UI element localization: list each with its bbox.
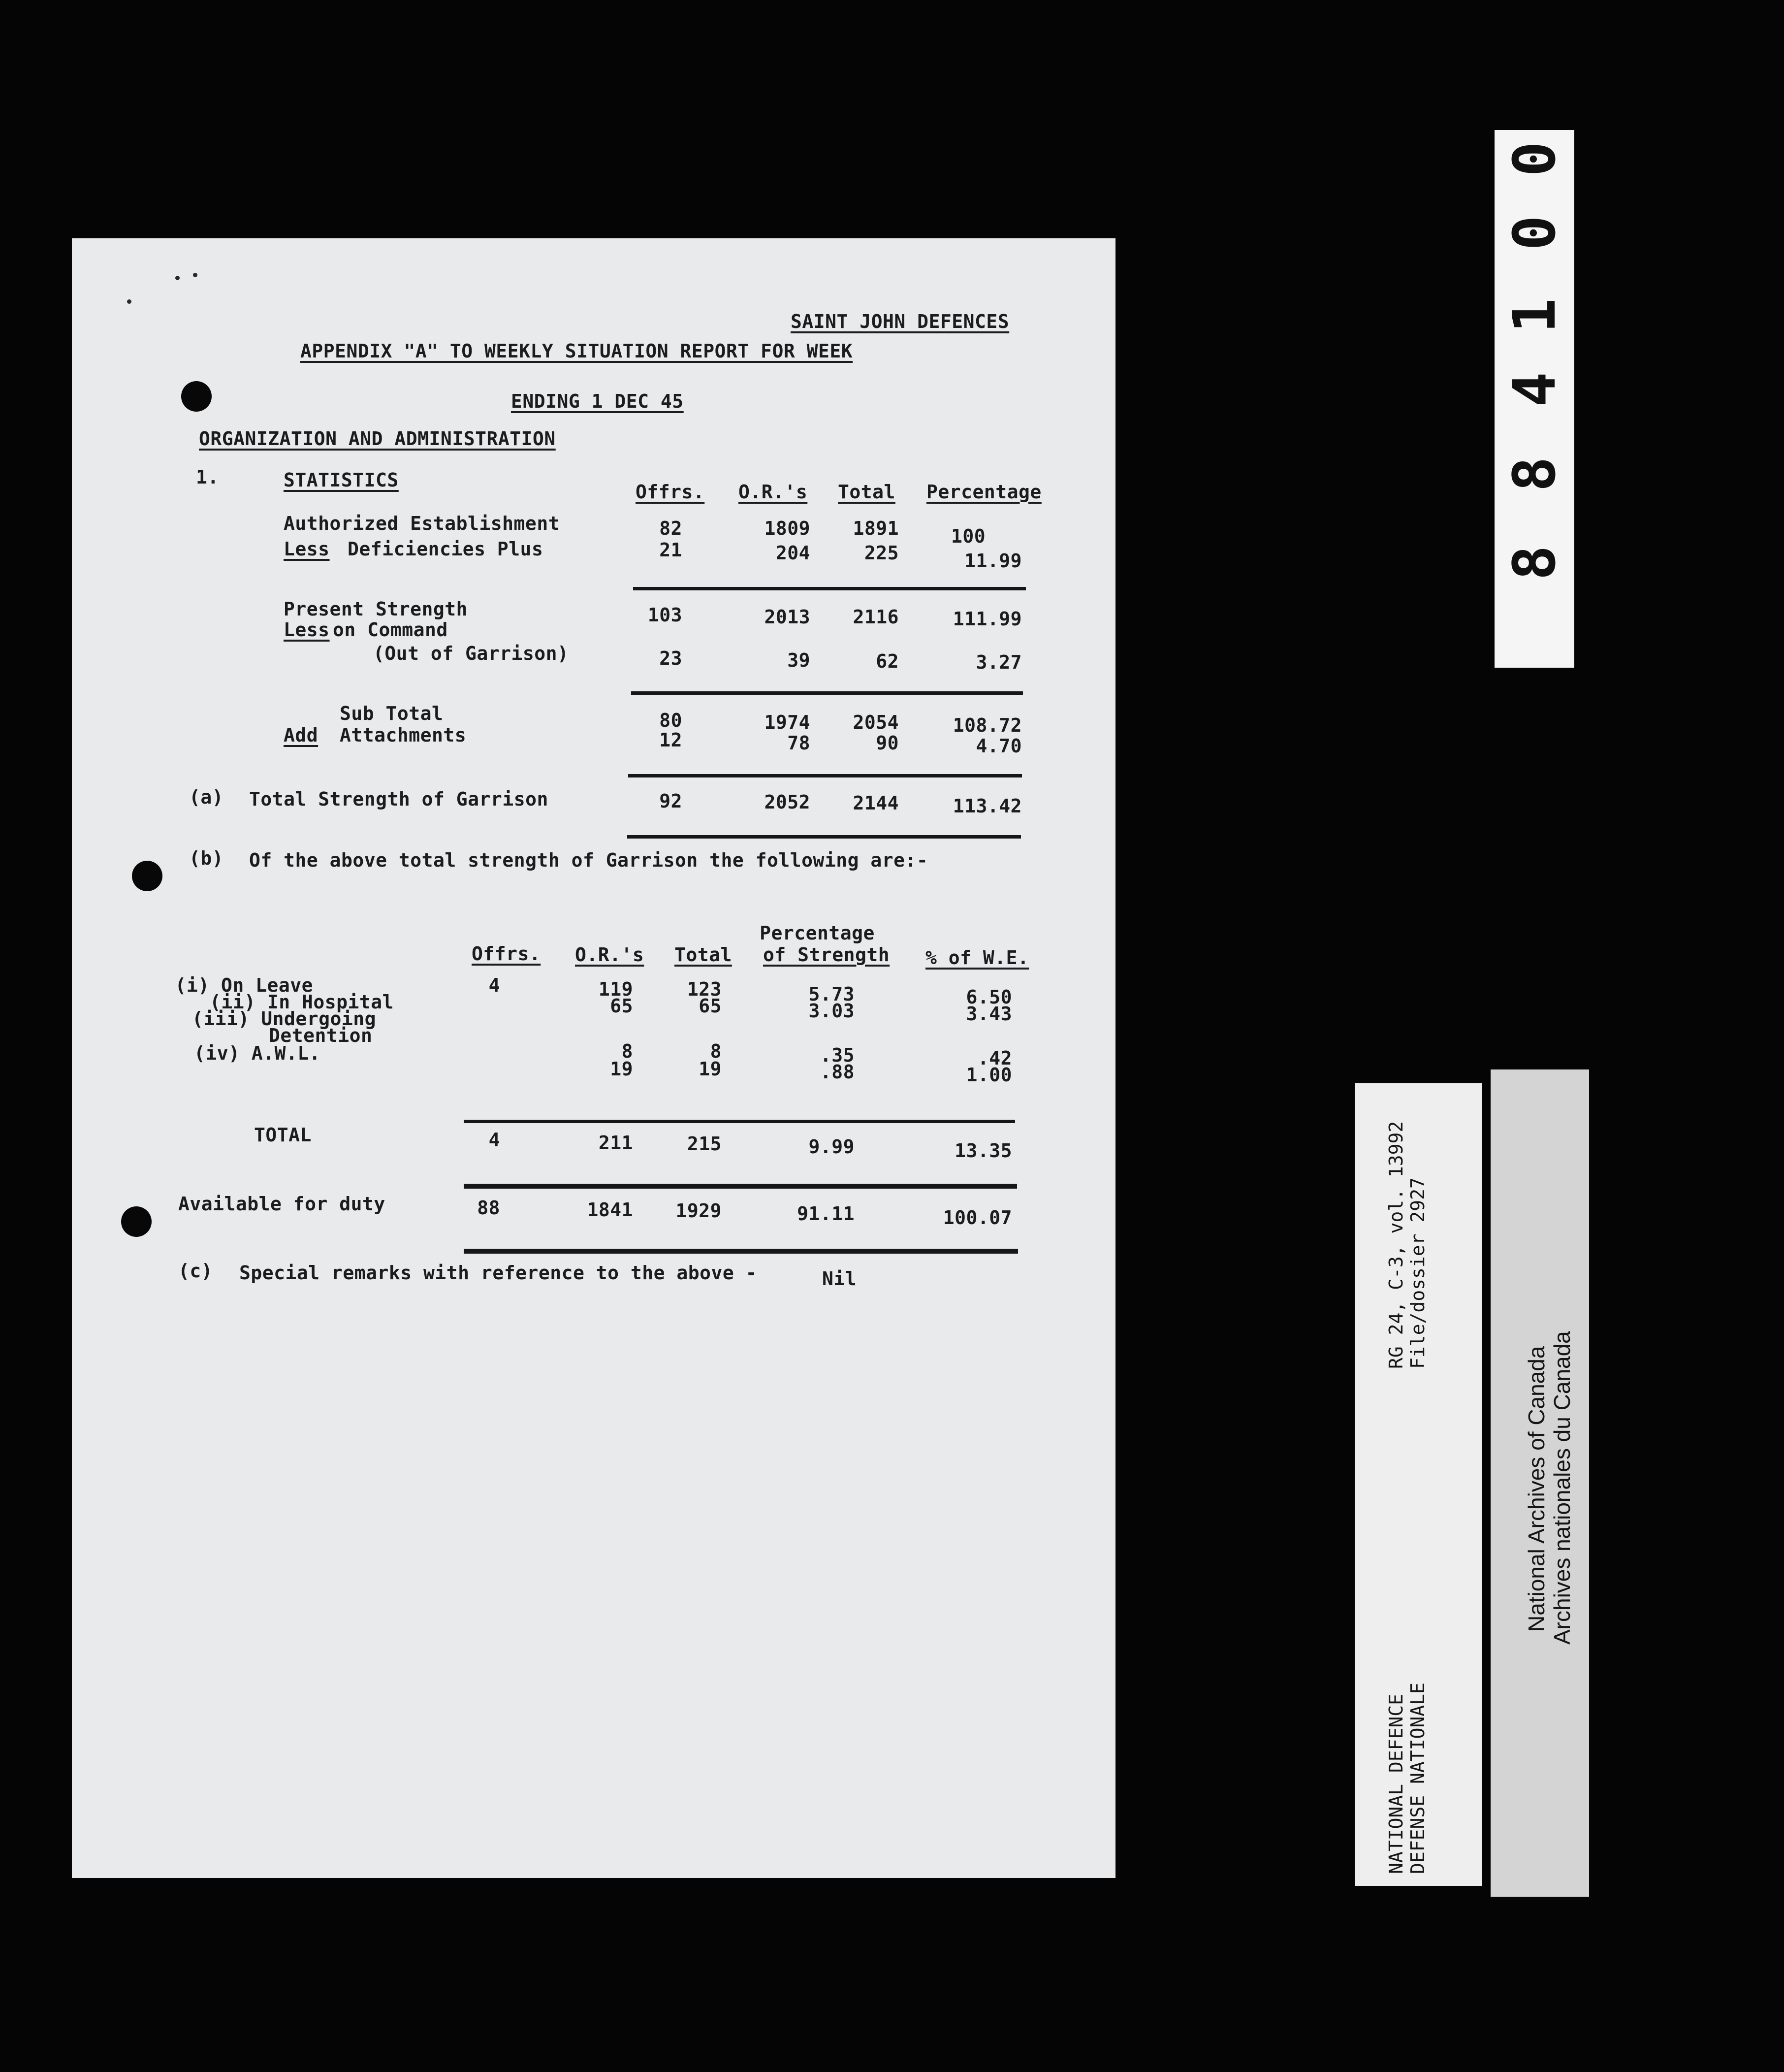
row-label: (iv) A.W.L. (194, 1042, 321, 1064)
cell: 21 (659, 539, 682, 561)
cell: 9.99 (808, 1136, 855, 1158)
present-label: Present Strength (284, 598, 468, 620)
available-label: Available for duty (178, 1193, 385, 1215)
cell: 91.11 (797, 1203, 855, 1225)
row-label: (i) On Leave (175, 974, 313, 996)
attachments-label: Attachments (340, 724, 467, 746)
col-percentage: Percentage (760, 922, 875, 944)
cell: 4.70 (976, 735, 1022, 757)
cell: 2054 (853, 712, 899, 733)
cell: 1809 (764, 518, 810, 539)
col-percentage: Percentage (926, 481, 1042, 503)
frame-number-strip (1495, 130, 1574, 668)
cell: 12 (659, 729, 682, 751)
row-label: Detention (269, 1025, 373, 1046)
item-marker-c: (c) (178, 1260, 213, 1282)
cell: .42 (977, 1047, 1012, 1069)
cell: 1.00 (966, 1064, 1012, 1086)
cell: 225 (864, 542, 899, 564)
col-of-strength: of Strength (763, 944, 890, 966)
deficiencies-label: Deficiencies Plus (348, 538, 543, 560)
unit-heading: SAINT JOHN DEFENCES (791, 311, 1010, 332)
cell: 211 (598, 1132, 633, 1154)
auth-label: Authorized Establishment (284, 513, 560, 534)
cell: .88 (820, 1061, 855, 1083)
item-marker-b: (b) (189, 847, 224, 869)
cell: 13.35 (955, 1140, 1012, 1162)
cell: 111.99 (953, 608, 1022, 630)
rule (628, 774, 1022, 777)
part-c-text: Special remarks with reference to the above - (239, 1262, 758, 1284)
col-ors: O.R.'s (738, 481, 808, 503)
cell: 100.07 (943, 1207, 1012, 1229)
cell: 123 (687, 978, 722, 1000)
cell: 5.73 (808, 983, 855, 1005)
rule (464, 1120, 1015, 1123)
cell: 8 (621, 1040, 633, 1062)
cell: 119 (598, 978, 633, 1000)
cell: 1929 (675, 1200, 722, 1222)
col-offrs: Offrs. (636, 481, 705, 503)
col-pct-we: % of W.E. (925, 947, 1029, 969)
archive-ref-line-1: RG 24, C-3, vol. 13992 (1385, 1121, 1407, 1369)
punch-hole (121, 1206, 152, 1237)
statistics-heading: STATISTICS (284, 469, 399, 491)
item-marker-a: (a) (189, 786, 224, 808)
cell: 62 (876, 650, 899, 672)
cell: 2013 (764, 606, 810, 628)
total-strength-label: Total Strength of Garrison (249, 788, 548, 810)
subtotal-label: Sub Total (340, 703, 444, 724)
archive-reference-label (1355, 1083, 1482, 1886)
cell: 108.72 (953, 714, 1022, 736)
double-rule (464, 1249, 1018, 1254)
frame-digit: 8 (1500, 456, 1568, 492)
on-command-label: on Command (333, 619, 448, 641)
cell: 88 (477, 1197, 500, 1219)
frame-digit: 4 (1500, 372, 1568, 407)
rule (631, 691, 1023, 695)
archives-line-1: National Archives of Canada (1524, 1346, 1549, 1632)
cell: 65 (610, 995, 633, 1017)
title-line-2: ENDING 1 DEC 45 (511, 390, 684, 412)
cell: 19 (699, 1058, 722, 1080)
cell: 19 (610, 1058, 633, 1080)
double-rule (464, 1184, 1017, 1189)
less-marker: Less (284, 619, 330, 641)
speck (193, 273, 197, 277)
col-offrs: Offrs. (472, 943, 541, 965)
cell: 4 (488, 1129, 500, 1151)
cell: 2052 (764, 791, 810, 813)
dept-line-1: NATIONAL DEFENCE (1385, 1693, 1407, 1874)
cell: 2144 (853, 792, 899, 814)
frame-digit: 0 (1500, 215, 1568, 251)
frame-digit: 0 (1500, 141, 1568, 177)
cell: 1974 (764, 712, 810, 733)
cell: 113.42 (953, 795, 1022, 817)
archives-line-2: Archives nationales du Canada (1549, 1331, 1575, 1645)
row-label: (ii) In Hospital (210, 991, 394, 1013)
cell: 80 (659, 710, 682, 731)
dept-line-2: DEFENSE NATIONALE (1407, 1683, 1429, 1874)
cell: 2116 (853, 606, 899, 628)
cell: 3.43 (966, 1003, 1012, 1025)
punch-hole (132, 861, 162, 891)
rule (627, 835, 1021, 839)
cell: 90 (876, 732, 899, 754)
punch-hole (181, 381, 212, 412)
frame-digit: 8 (1500, 545, 1568, 581)
col-total: Total (674, 944, 732, 966)
archive-ref-line-2: File/dossier 2927 (1407, 1177, 1429, 1369)
total-label: TOTAL (254, 1124, 312, 1146)
col-total: Total (838, 481, 895, 503)
cell: 65 (699, 995, 722, 1017)
item-number: 1. (196, 466, 219, 488)
speck (127, 299, 131, 304)
cell: 39 (787, 649, 810, 671)
part-c-value: Nil (822, 1268, 857, 1290)
cell: 3.03 (808, 1000, 855, 1022)
add-marker: Add (284, 724, 319, 746)
cell: 100 (951, 525, 986, 547)
cell: 6.50 (966, 986, 1012, 1008)
cell: 8 (710, 1040, 722, 1062)
row-label: (iii) Undergoing (192, 1008, 377, 1030)
cell: 103 (647, 604, 682, 626)
out-garrison-label: (Out of Garrison) (373, 643, 569, 664)
section-heading: ORGANIZATION AND ADMINISTRATION (199, 428, 556, 450)
cell: 11.99 (964, 550, 1022, 572)
title-line-1: APPENDIX "A" TO WEEKLY SITUATION REPORT FOR WEEK (300, 340, 853, 362)
cell: 204 (775, 542, 810, 564)
document-page (72, 238, 1115, 1878)
cell: 215 (687, 1133, 722, 1155)
part-b-intro: Of the above total strength of Garrison the following are:- (249, 849, 928, 871)
frame-digit: 1 (1500, 298, 1568, 333)
cell: 4 (488, 974, 500, 996)
cell: .35 (820, 1044, 855, 1066)
less-marker: Less (284, 538, 330, 560)
speck (175, 276, 180, 280)
col-ors: O.R.'s (575, 944, 644, 966)
cell: 3.27 (976, 651, 1022, 673)
cell: 82 (659, 518, 682, 539)
cell: 78 (787, 732, 810, 754)
national-archives-label (1491, 1069, 1589, 1897)
cell: 1841 (587, 1199, 633, 1221)
cell: 1891 (853, 518, 899, 539)
rule (633, 587, 1026, 590)
cell: 23 (659, 648, 682, 669)
cell: 92 (659, 790, 682, 812)
